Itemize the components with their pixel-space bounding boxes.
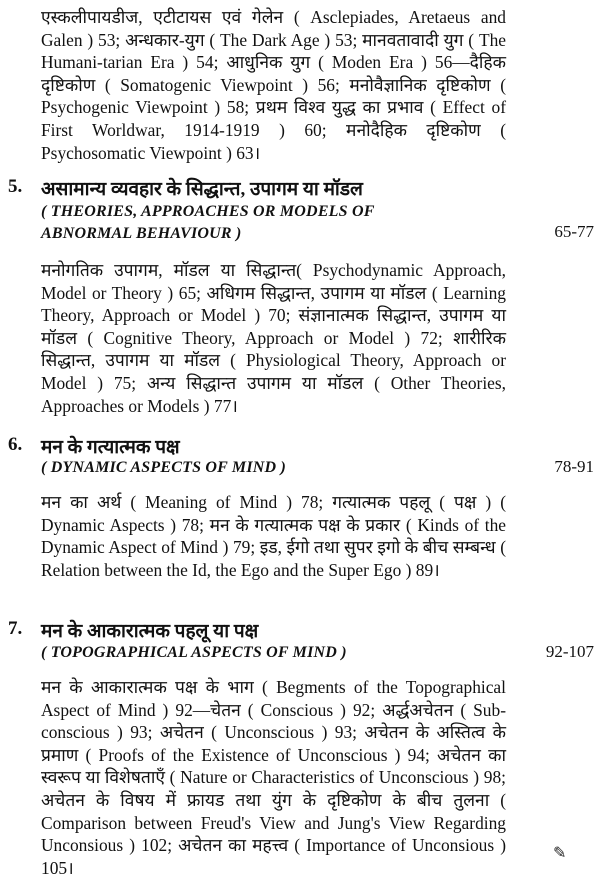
chapter-title-english-line1: ( TOPOGRAPHICAL ASPECTS OF MIND ): [41, 644, 347, 661]
chapter-title-hindi: असामान्य व्यवहार के सिद्धान्त, उपागम या मॉडल: [41, 179, 363, 200]
chapter-title-english-line2: ABNORMAL BEHAVIOUR ): [41, 225, 242, 242]
chapter-page-range: 65-77: [554, 222, 594, 241]
margin-pencil-mark-icon: ✎: [553, 845, 567, 862]
chapter-contents: मन के आकारात्मक पक्ष के भाग ( Begments of the Topographical Aspect of Mind ) 92—चेतन ( Conscious ) 92; अर्द्धअचेतन ( Sub-conscious ) 93; अचेतन ( Unconscious ) 93; अचेतन के अस्तित्व के प्रमाण ( Proofs of the Existence of Unconscious ) 94; अचेतन का स्वरूप या विशेषताएँ ( Nature or Characteristics of Unconscious ) 98; अचेतन के विषय में फ्रायड तथा युंग के दृष्टिकोण के बीच तुलना ( Comparison between Freud's View and Jung's View Regarding Unconsious ) 102; अचेतन का महत्त्व ( Importance of Unconsious ) 105।: [41, 677, 506, 878]
chapter-contents: मन का अर्थ ( Meaning of Mind ) 78; गत्यात्मक पहलू ( पक्ष ) ( Dynamic Aspects ) 78; मन के गत्यात्मक पक्ष के प्रकार ( Kinds of the Dynamic Aspect of Mind ) 79; इड, ईगो तथा सुपर इगो के बीच सम्बन्ध ( Relation between the Id, the Ego and the Super Ego ) 89।: [41, 492, 506, 580]
chapter-title-english-line1: ( THEORIES, APPROACHES OR MODELS OF: [41, 203, 375, 220]
chapter-number: 5.: [8, 176, 23, 197]
chapter-number: 7.: [8, 618, 23, 639]
chapter-number: 6.: [8, 434, 23, 455]
intro-paragraph: एस्कलीपायडीज, एटीटायस एवं गेलेन ( Asclepiades, Aretaeus and Galen ) 53; अन्धकार-युग ( The Dark Age ) 53; मानवतावादी युग ( The Humani-tarian Era ) 54; आधुनिक युग ( Moden Era ) 56—दैहिक दृष्टिकोण ( Somatogenic Viewpoint ) 56; मनोवैज्ञानिक दृष्टिकोण ( Psychogenic Viewpoint ) 58; प्रथम विश्व युद्ध का प्रभाव ( Effect of First Worldwar, 1914-1919 ) 60; मनोदैहिक दृष्टिकोण ( Psychosomatic Viewpoint ) 63।: [41, 7, 506, 163]
chapter-title-hindi: मन के आकारात्मक पहलू या पक्ष: [41, 621, 259, 642]
chapter-title-english-line1: ( DYNAMIC ASPECTS OF MIND ): [41, 459, 287, 476]
chapter-page-range: 78-91: [554, 457, 594, 476]
chapter-contents: मनोगतिक उपागम, मॉडल या सिद्धान्त( Psychodynamic Approach, Model or Theory ) 65; अधिगम सिद्धान्त, उपागम या मॉडल ( Learning Theory, Approach or Model ) 70; संज्ञानात्मक सिद्धान्त, उपागम या मॉडल ( Cognitive Theory, Approach or Model ) 72; शारीरिक सिद्धान्त, उपागम या मॉडल ( Physiological Theory, Approach or Model ) 75; अन्य सिद्धान्त उपागम या मॉडल ( Other Theories, Approaches or Models ) 77।: [41, 260, 506, 416]
chapter-title-hindi: मन के गत्यात्मक पक्ष: [41, 437, 180, 458]
chapter-page-range: 92-107: [545, 642, 594, 661]
